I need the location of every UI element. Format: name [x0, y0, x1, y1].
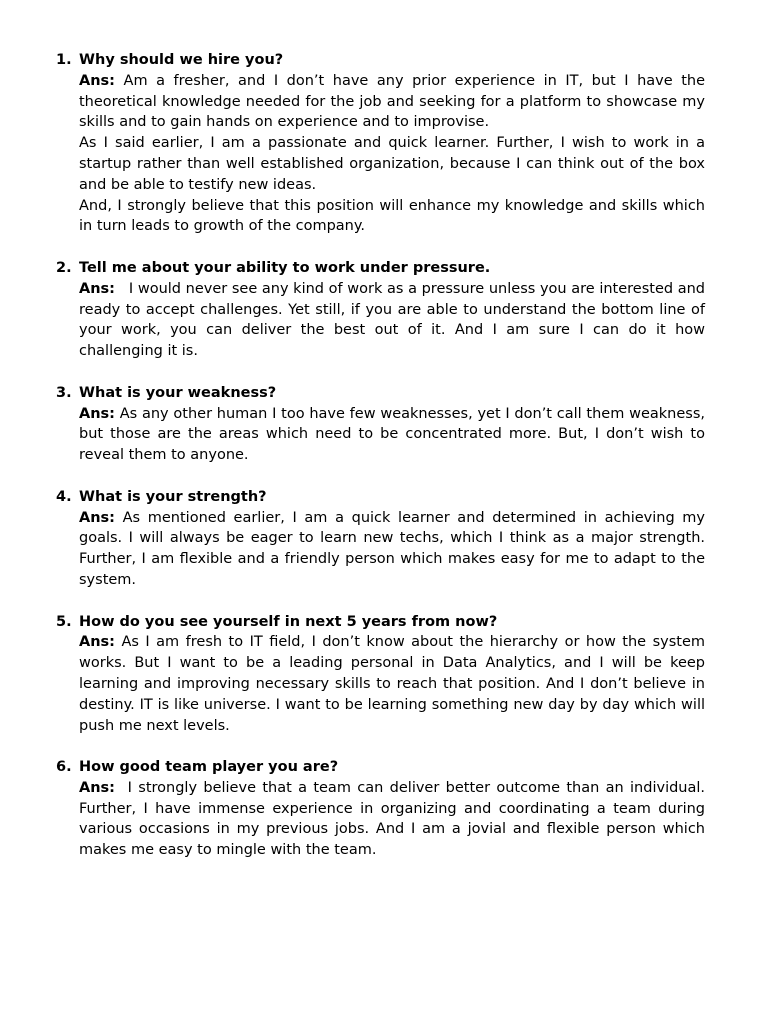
answer-label: Ans: — [79, 779, 115, 796]
answer-paragraph: As I said earlier, I am a passionate and quick learner. Further, I wish to work in a startup rather than well established organization, because I can think out of the box and be able to testify new ideas. — [79, 135, 705, 193]
question: What is your weakness? — [79, 384, 277, 401]
qa-item-5 — [0, 612, 768, 737]
question: Tell me about your ability to work under pressure. — [79, 259, 491, 276]
answer-text: Am a fresher, and I don’t have any prior experience in IT, but I have the theoretical knowledge needed for the job and seeking for a platform to showcase my skills and to gain hands on experience and to improvise. — [79, 72, 705, 131]
item-number: 6. — [56, 759, 72, 776]
qa-item-6 — [0, 757, 768, 861]
answer-text: As mentioned earlier, I am a quick learner and determined in achieving my goals. I will always be eager to learn new techs, which I think as a major strength. Further, I am flexible and a friendly person which makes easy for me to adapt to the system. — [79, 509, 705, 588]
question: How good team player you are? — [79, 759, 339, 776]
answer — [79, 632, 705, 736]
qa-list — [0, 50, 768, 861]
answer-text: I would never see any kind of work as a pressure unless you are interested and ready to accept challenges. Yet still, if you are able to understand the bottom line of your work, you can deliver the best out of it. And I am sure I can do it how challenging it is. — [79, 280, 705, 360]
item-number: 5. — [56, 613, 72, 630]
answer-text: I strongly believe that a team can deliver better outcome than an individual. Further, I have immense experience in organizing and coordinating a team during various occasions in my previous jobs. And I am a jovial and flexible person which makes me easy to mingle with the team. — [79, 779, 706, 859]
item-number: 2. — [56, 259, 72, 276]
answer-text: As I am fresh to IT field, I don’t know about the hierarchy or how the system works. But I want to be a leading personal in Data Analytics, and I will be keep learning and improving necessary skills to reach that position. And I don’t believe in destiny. IT is like universe. I want to be learning something new day by day which will push me next levels. — [79, 634, 705, 734]
answer-paragraph — [79, 508, 705, 591]
item-number: 1. — [56, 52, 72, 68]
answer-paragraph — [79, 279, 705, 362]
qa-item-1 — [0, 50, 768, 237]
answer — [79, 404, 705, 466]
question: Why should we hire you? — [79, 52, 284, 68]
answer-label: Ans: — [79, 280, 115, 297]
answer — [79, 279, 705, 362]
answer-label: Ans: — [79, 634, 115, 651]
answer-label: Ans: — [79, 509, 115, 526]
answer-label: Ans: — [79, 405, 115, 422]
answer-text: As any other human I too have few weaknesses, yet I don’t call them weakness, but those are the areas which need to be concentrated more. But, I don’t wish to reveal them to anyone. — [79, 405, 706, 464]
item-number: 4. — [56, 488, 72, 505]
item-number: 3. — [56, 384, 72, 401]
answer-paragraph — [79, 404, 705, 466]
answer — [79, 778, 705, 861]
answer — [79, 508, 705, 591]
qa-item-2 — [0, 258, 768, 362]
answer — [79, 71, 705, 237]
answer-paragraph: And, I strongly believe that this position will enhance my knowledge and skills which in turn leads to growth of the company. — [79, 197, 705, 235]
qa-item-4 — [0, 487, 768, 591]
question: What is your strength? — [79, 488, 267, 505]
qa-item-3 — [0, 383, 768, 466]
answer-label: Ans: — [79, 72, 115, 89]
answer-paragraph — [79, 778, 705, 861]
answer-paragraph — [79, 71, 705, 133]
question: How do you see yourself in next 5 years from now? — [79, 613, 498, 630]
answer-paragraph — [79, 632, 705, 736]
document-page — [0, 50, 768, 882]
